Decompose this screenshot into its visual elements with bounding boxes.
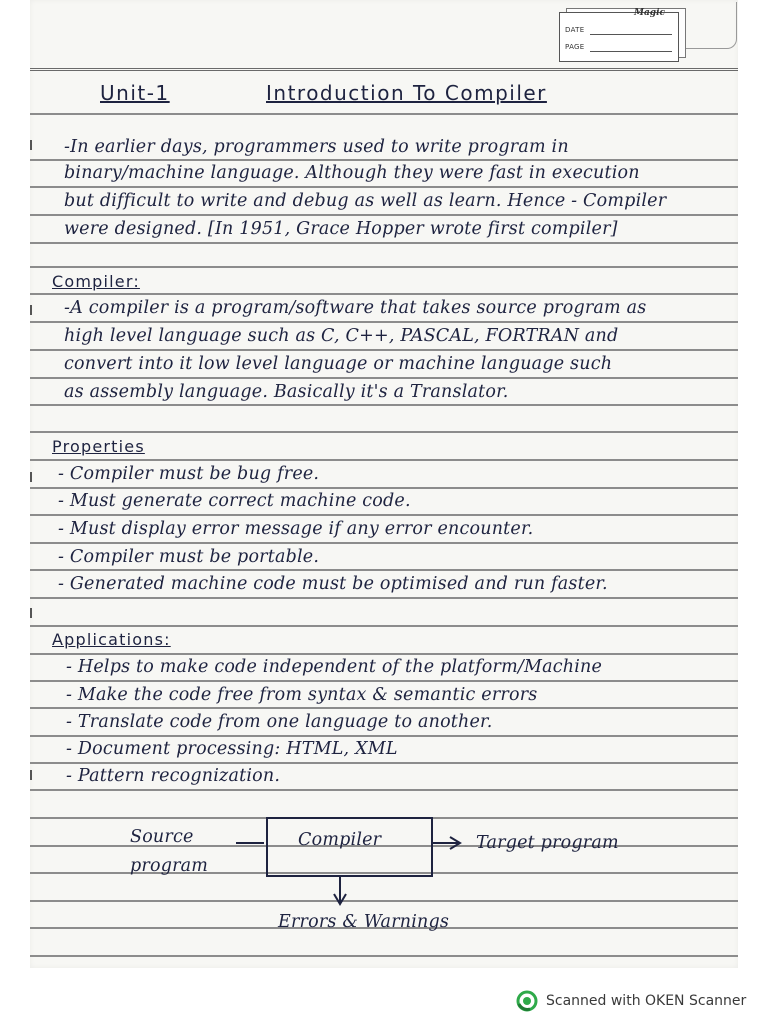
intro-line: binary/machine language. Although they were fast in execution bbox=[64, 163, 640, 183]
property-item: - Must display error message if any error encounter. bbox=[58, 519, 534, 539]
diagram-compiler-label: Compiler bbox=[298, 830, 382, 850]
ruled-line bbox=[30, 459, 738, 461]
intro-line: were designed. [In 1951, Grace Hopper wrote first compiler] bbox=[64, 219, 618, 239]
compiler-heading: Compiler: bbox=[52, 272, 140, 291]
diagram-source-label: Source bbox=[130, 827, 194, 847]
ruled-line bbox=[30, 597, 738, 599]
ruled-line bbox=[30, 349, 738, 351]
date-label: DATE bbox=[565, 26, 585, 34]
ruled-line bbox=[30, 321, 738, 323]
ruled-line bbox=[30, 214, 738, 216]
ruled-line bbox=[30, 113, 738, 115]
scanner-watermark bbox=[516, 990, 746, 1012]
ruled-line bbox=[30, 789, 738, 791]
ruled-line bbox=[30, 735, 738, 737]
compiler-line: as assembly language. Basically it's a Translator. bbox=[64, 382, 509, 402]
application-item: - Document processing: HTML, XML bbox=[66, 739, 398, 759]
ruled-line bbox=[30, 569, 738, 571]
page-corner-curl bbox=[684, 2, 737, 49]
margin-tick bbox=[30, 472, 36, 482]
compiler-line: high level language such as C, C++, PASCAL, FORTRAN and bbox=[64, 326, 619, 346]
ruled-line bbox=[30, 542, 738, 544]
ruled-line bbox=[30, 293, 738, 295]
properties-heading: Properties bbox=[52, 437, 145, 456]
margin-tick bbox=[30, 305, 36, 315]
property-item: - Generated machine code must be optimised and run faster. bbox=[58, 574, 608, 594]
ruled-line bbox=[30, 186, 738, 188]
scanner-watermark-text: Scanned with OKEN Scanner bbox=[546, 993, 747, 1009]
ruled-line bbox=[30, 431, 738, 433]
ruled-line bbox=[30, 680, 738, 682]
property-item: - Must generate correct machine code. bbox=[58, 491, 411, 511]
date-page-box bbox=[559, 12, 679, 62]
margin-tick bbox=[30, 608, 36, 618]
compiler-line: -A compiler is a program/software that takes source program as bbox=[64, 298, 647, 318]
page-title: Introduction To Compiler bbox=[266, 81, 547, 105]
margin-tick bbox=[30, 770, 36, 780]
ruled-line bbox=[30, 900, 738, 902]
property-item: - Compiler must be bug free. bbox=[58, 464, 320, 484]
ruled-line bbox=[30, 487, 738, 489]
ruled-line bbox=[30, 762, 738, 764]
ruled-line bbox=[30, 653, 738, 655]
ruled-line bbox=[30, 159, 738, 161]
compiler-line: convert into it low level language or machine language such bbox=[64, 354, 613, 374]
diagram-errors-label: Errors & Warnings bbox=[278, 912, 450, 932]
ruled-line bbox=[30, 242, 738, 244]
ruled-line bbox=[30, 625, 738, 627]
ruled-line bbox=[30, 707, 738, 709]
application-item: - Pattern recognization. bbox=[66, 766, 281, 786]
ruled-line bbox=[30, 266, 738, 268]
page-line bbox=[590, 51, 672, 52]
oken-scanner-logo bbox=[516, 990, 538, 1012]
ruled-line bbox=[30, 404, 738, 406]
diagram-target-label: Target program bbox=[476, 833, 619, 853]
application-item: - Make the code free from syntax & semantic errors bbox=[66, 685, 538, 705]
property-item: - Compiler must be portable. bbox=[58, 547, 320, 567]
application-item: - Helps to make code independent of the platform/Machine bbox=[66, 657, 603, 677]
page-label: PAGE bbox=[565, 43, 585, 51]
unit-label: Unit-1 bbox=[100, 81, 170, 105]
ruled-line bbox=[30, 68, 738, 71]
margin-tick bbox=[30, 140, 36, 150]
date-line bbox=[590, 34, 672, 35]
ruled-line bbox=[30, 514, 738, 516]
diagram-source-label: program bbox=[130, 856, 209, 876]
intro-line: -In earlier days, programmers used to write program in bbox=[64, 137, 569, 157]
notebook-brand: Magic bbox=[634, 8, 665, 18]
application-item: - Translate code from one language to another. bbox=[66, 712, 493, 732]
ruled-line bbox=[30, 955, 738, 957]
ruled-line bbox=[30, 377, 738, 379]
intro-line: but difficult to write and debug as well as learn. Hence - Compiler bbox=[64, 191, 667, 211]
applications-heading: Applications: bbox=[52, 630, 171, 649]
